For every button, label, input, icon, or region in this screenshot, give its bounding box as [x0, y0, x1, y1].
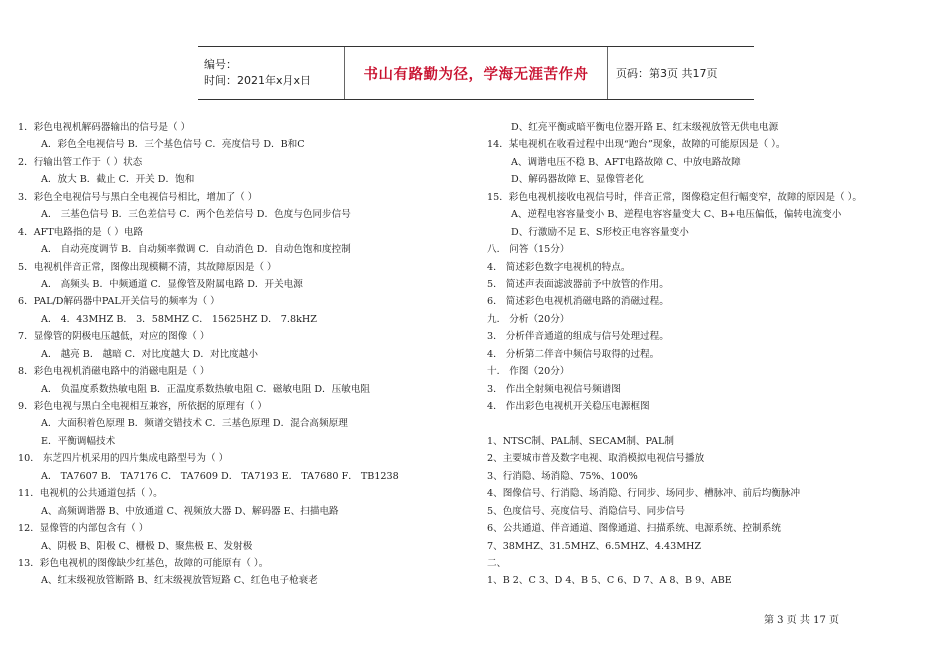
right-column-line: 1、NTSC制、PAL制、SECAM制、PAL制 — [487, 435, 674, 447]
left-column-line: A． 高频头 B．中频通道 C．显像管及附属电路 D．开关电源 — [41, 278, 303, 290]
left-column-line: A． TA7607 B． TA7176 C． TA7609 D． TA7193 E． TA7680 F． TB1238 — [41, 470, 399, 482]
number-label: 编号： — [204, 58, 237, 71]
header-page-cell — [608, 47, 718, 99]
right-column-line: 6、公共通道、伴音通道、图像通道、扫描系统、电源系统、控制系统 — [487, 523, 781, 535]
right-column-line: 十． 作图（20分） — [487, 366, 570, 378]
time-label: 时间：2021年x月x日 — [204, 74, 312, 87]
right-column-line: 4、图像信号、行消隐、场消隐、行同步、场同步、槽脉冲、前后均衡脉冲 — [487, 488, 801, 500]
right-column-line — [487, 415, 927, 432]
right-column-line: 6． 简述彩色电视机消磁电路的消磁过程。 — [487, 296, 669, 308]
right-column-line: 3． 作出全射频电视信号频谱图 — [487, 383, 621, 395]
right-column-line: 14．某电视机在收看过程中出现“跑台”现象，故障的可能原因是（ ）。 — [487, 139, 786, 151]
motto-text: 书山有路勤为径，学海无涯苦作舟 — [363, 66, 589, 83]
page-footer: 第 3 页 共 17 页 — [764, 615, 839, 626]
right-column-line: 5、色度信号、亮度信号、消隐信号、同步信号 — [487, 505, 685, 517]
right-column-line: 3、行消隐、场消隐、75%、100% — [487, 470, 638, 482]
left-column-line: A．大面积着色原理 B．频谱交错技术 C．三基色原理 D．混合高频原理 — [41, 418, 348, 430]
left-column-line: A． 4．43MHZ B． 3．58MHZ C． 15625HZ D． 7.8kHZ — [41, 313, 317, 325]
left-column-line: A． 三基色信号 B．三色差信号 C．两个色差信号 D．色度与色同步信号 — [41, 209, 351, 221]
left-column-line: A． 负温度系数热敏电阻 B．正温度系数热敏电阻 C．磁敏电阻 D．压敏电阻 — [41, 383, 371, 395]
header-info-cell — [198, 47, 345, 99]
left-column-line: 12．显像管的内部包含有（ ） — [18, 523, 149, 535]
right-column-line: 4． 简述彩色数字电视机的特点。 — [487, 261, 631, 273]
left-column-line: A． 自动亮度调节 B．自动频率微调 C．自动消色 D．自动色饱和度控制 — [41, 244, 351, 256]
page-label: 页码：第3页 共17页 — [616, 67, 718, 80]
right-column-line: 15．彩色电视机接收电视信号时，伴音正常，图像稳定但行幅变窄，故障的原因是（ ）。 — [487, 191, 863, 203]
left-column-line: A．彩色全电视信号 B．三个基色信号 C．亮度信号 D．B和C — [41, 139, 305, 151]
right-column-line: 九． 分析（20分） — [487, 313, 570, 325]
right-column-line: 1、B 2、C 3、D 4、B 5、C 6、D 7、A 8、B 9、ABE — [487, 575, 732, 587]
left-column-line: 13．彩色电视机的图像缺少红基色，故障的可能原有（ ）。 — [18, 557, 269, 569]
right-column-line: D、行激励不足 E、S形校正电容容量变小 — [511, 226, 689, 238]
right-column-line: 4． 作出彩色电视机开关稳压电源框图 — [487, 401, 650, 412]
left-column-line: 3．彩色全电视信号与黑白全电视信号相比，增加了（ ） — [18, 191, 258, 203]
left-column-line: 4．AFT电路指的是（ ）电路 — [18, 226, 144, 238]
left-column-line: A．放大 B．截止 C．开关 D．饱和 — [41, 174, 195, 186]
right-column-line: 7、38MHZ、31.5MHZ、6.5MHZ、4.43MHZ — [487, 540, 702, 552]
left-column-line: 8．彩色电视机消磁电路中的消磁电阻是（ ） — [18, 366, 210, 378]
left-column-line: 7．显像管的阴极电压越低，对应的图像（ ） — [18, 331, 210, 343]
right-column-line: A、调谐电压不稳 B、AFT电路故障 C、中放电路故障 — [511, 156, 741, 168]
document-header — [198, 46, 754, 100]
left-column-line: A、红末级视放管断路 B、红末级视放管短路 C、红色电子枪衰老 — [41, 575, 318, 587]
right-column-line: 5． 简述声表面滤波器前予中放管的作用。 — [487, 278, 669, 290]
left-column — [18, 119, 473, 590]
left-column-line: A、高频调谐器 B、中放通道 C、视频放大器 D、解码器 E、扫描电路 — [41, 505, 339, 517]
left-column-line: 11．电视机的公共通道包括（ ）。 — [18, 488, 163, 500]
right-column-line: 2、主要城市普及数字电视、取消模拟电视信号播放 — [487, 453, 705, 465]
right-column-line: 二、 — [487, 557, 507, 569]
header-motto-cell — [345, 47, 608, 99]
right-column-line: 4． 分析第二伴音中频信号取得的过程。 — [487, 348, 660, 360]
right-column-line: D、红亮平衡或暗平衡电位器开路 E、红末级视放管无供电电源 — [511, 122, 779, 133]
left-column-line: 10． 东芝四片机采用的四片集成电路型号为（ ） — [18, 453, 229, 465]
right-column — [487, 119, 927, 590]
right-column-line: A、逆程电容容量变小 B、逆程电容容量变大 C、B+电压偏低，偏转电流变小 — [511, 209, 842, 221]
left-column-line: 5．电视机伴音正常，图像出现模糊不清，其故障原因是（ ） — [18, 261, 277, 273]
left-column-line: A、阴极 B、阳极 C、栅极 D、聚焦极 E、发射极 — [41, 540, 253, 552]
left-column-line: E．平衡调幅技术 — [41, 435, 116, 447]
right-column-line: 八． 问答（15分） — [487, 244, 570, 256]
left-column-line: 9．彩色电视与黑白全电视相互兼容，所依据的原理有（ ） — [18, 401, 267, 412]
left-column-line: A． 越亮 B． 越暗 C．对比度越大 D．对比度越小 — [41, 348, 258, 360]
left-column-line: 6．PAL/D解码器中PAL开关信号的频率为（ ） — [18, 296, 220, 308]
right-column-line: D、解码器故障 E、显像管老化 — [511, 174, 644, 186]
left-column-line: 2．行输出管工作于（ ）状态 — [18, 156, 143, 168]
left-column-line: 1．彩色电视机解码器输出的信号是（ ） — [18, 122, 191, 133]
right-column-line: 3． 分析伴音通道的组成与信号处理过程。 — [487, 331, 669, 343]
